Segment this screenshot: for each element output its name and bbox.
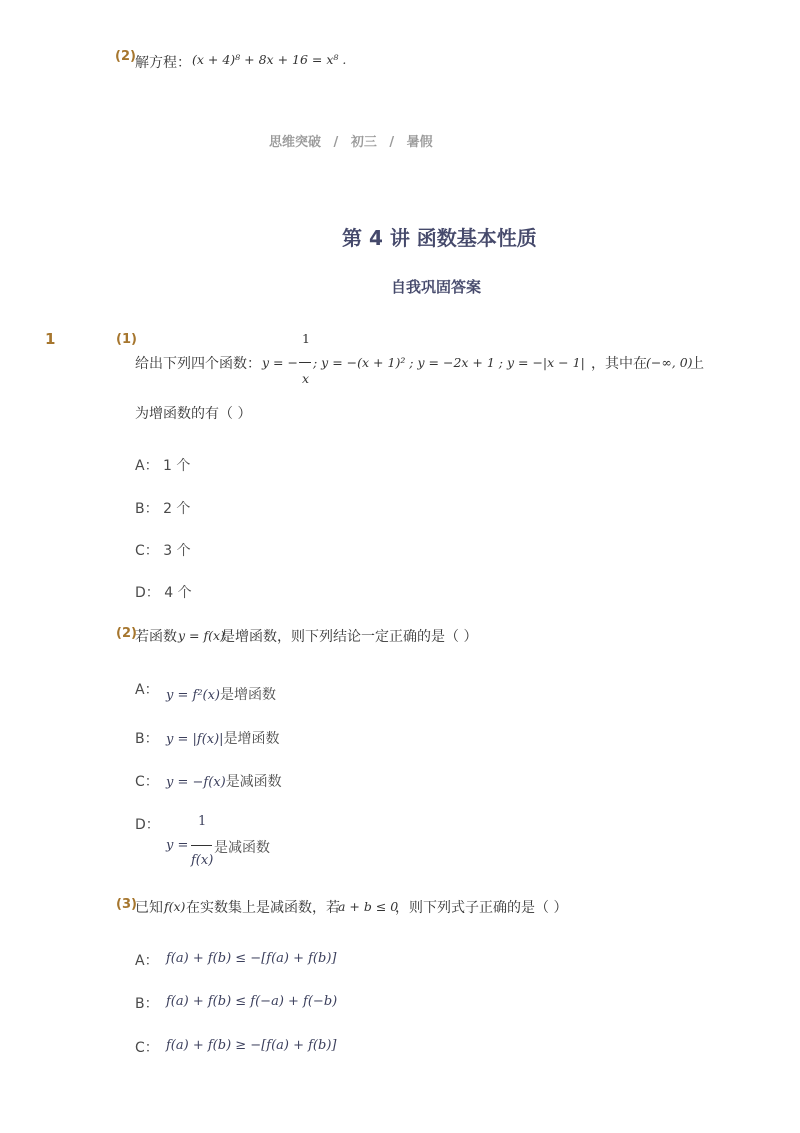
part-number: (3) xyxy=(116,897,137,912)
breadcrumb-term[interactable]: 暑假 xyxy=(406,135,433,150)
prev-problem-equation: (x + 4)⁸ + 8x + 16 = x⁸ . xyxy=(192,52,347,67)
part1-interval: (−∞, 0) xyxy=(646,355,693,370)
option-text: 是减函数 xyxy=(225,774,282,790)
option-math: y = f²(x) xyxy=(166,688,220,703)
option-label: C： xyxy=(135,543,159,559)
option-value: 4 个 xyxy=(164,585,192,601)
part1-text-line2: 为增函数的有（ ） xyxy=(135,406,252,422)
part2-function: y = f(x) xyxy=(178,628,225,643)
part1-fn1-denominator: x xyxy=(302,371,310,386)
option-label: B： xyxy=(135,731,159,747)
option-b-content xyxy=(166,728,280,748)
option-label: A： xyxy=(135,682,159,698)
question-number: 1 xyxy=(45,330,56,348)
part3-text-prefix: 已知 xyxy=(135,900,163,916)
option-b[interactable] xyxy=(135,498,190,518)
option-a[interactable] xyxy=(135,679,159,699)
breadcrumb xyxy=(269,131,433,150)
option-math: f(a) + f(b) ≤ −[f(a) + f(b)] xyxy=(166,951,337,966)
breadcrumb-course[interactable]: 思维突破 xyxy=(269,135,322,150)
part1-text-mid: ，其中在 xyxy=(591,356,647,372)
part1-functions: ; y = −(x + 1)² ; y = −2x + 1 ; y = −|x − 1| xyxy=(313,355,585,370)
option-label: B： xyxy=(135,501,159,517)
part2-text-prefix: 若函数 xyxy=(135,629,177,645)
option-label: A： xyxy=(135,458,159,474)
part2-text-suffix: 是增函数，则下列结论一定正确的是（ ） xyxy=(221,629,478,645)
part3-function: f(x) xyxy=(164,899,186,914)
part1-fn1-numerator: 1 xyxy=(302,331,310,346)
lecture-title: 第 4 讲 函数基本性质 xyxy=(342,226,537,250)
part3-condition: a + b ≤ 0 xyxy=(338,899,399,914)
part3-text-mid: 在实数集上是减函数，若 xyxy=(186,900,340,916)
option-a[interactable] xyxy=(135,455,190,475)
prev-problem-prefix: 解方程： xyxy=(135,55,191,71)
option-math: f(a) + f(b) ≤ f(−a) + f(−b) xyxy=(166,994,338,1009)
part-number: (1) xyxy=(116,332,137,347)
option-math: y = −f(x) xyxy=(166,775,226,790)
option-b[interactable] xyxy=(135,993,159,1013)
part1-fn1-lhs: y = − xyxy=(262,355,298,370)
option-b[interactable] xyxy=(135,728,159,748)
option-math-lhs: y = xyxy=(166,838,189,853)
option-a-content xyxy=(166,684,276,704)
option-math: y = |f(x)| xyxy=(166,732,224,747)
part-number: (2) xyxy=(116,626,137,641)
prev-problem-number: (2) xyxy=(115,49,136,64)
option-math: f(a) + f(b) ≥ −[f(a) + f(b)] xyxy=(166,1038,337,1053)
fraction-bar xyxy=(191,845,212,846)
part3-text-suffix: ，则下列式子正确的是（ ） xyxy=(395,900,568,916)
option-frac-numerator: 1 xyxy=(198,814,207,829)
option-text: 是增函数 xyxy=(223,731,280,747)
option-frac-denominator: f(x) xyxy=(191,853,214,868)
part1-text-prefix: 给出下列四个函数： xyxy=(135,356,261,372)
option-d[interactable] xyxy=(135,582,192,602)
option-label: A： xyxy=(135,953,159,969)
option-value: 2 个 xyxy=(163,501,191,517)
option-label: C： xyxy=(135,774,159,790)
option-label: B： xyxy=(135,996,159,1012)
breadcrumb-grade[interactable]: 初三 xyxy=(350,135,377,150)
lecture-subtitle: 自我巩固答案 xyxy=(391,278,482,296)
option-label: D： xyxy=(135,585,160,601)
option-d[interactable] xyxy=(135,814,160,834)
option-c[interactable] xyxy=(135,771,159,791)
option-value: 3 个 xyxy=(163,543,191,559)
option-c[interactable] xyxy=(135,1037,159,1057)
option-label: D： xyxy=(135,817,160,833)
option-text: 是减函数 xyxy=(214,840,270,856)
option-c[interactable] xyxy=(135,540,191,560)
breadcrumb-separator: / xyxy=(389,135,395,150)
part1-text-suffix: 上 xyxy=(690,356,704,372)
option-value: 1 个 xyxy=(163,458,191,474)
fraction-bar xyxy=(299,362,311,363)
breadcrumb-separator: / xyxy=(333,135,339,150)
option-c-content xyxy=(166,771,282,791)
option-a[interactable] xyxy=(135,950,159,970)
option-text: 是增函数 xyxy=(220,687,276,703)
option-label: C： xyxy=(135,1040,159,1056)
